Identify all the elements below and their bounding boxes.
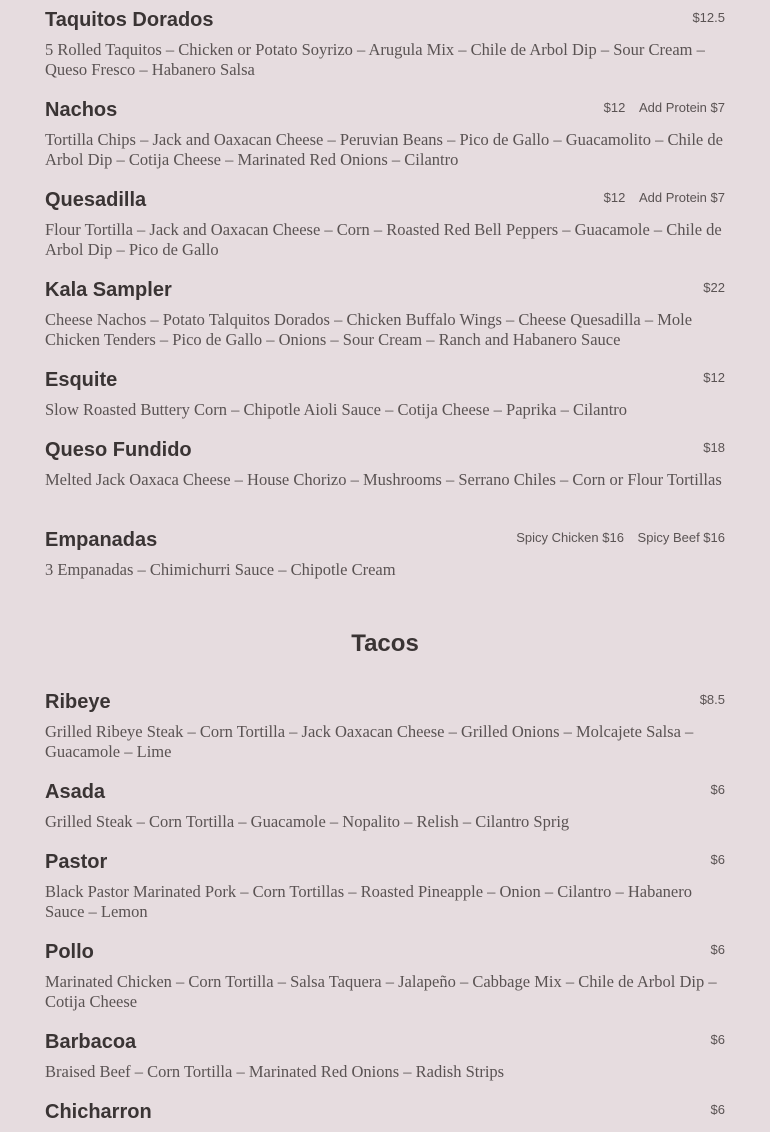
item-description: Slow Roasted Buttery Corn – Chipotle Aioli Sauce – Cotija Cheese – Paprika – Cilantro <box>45 400 628 419</box>
item-prices <box>711 942 725 958</box>
item-price: $6 <box>710 1102 725 1117</box>
item-price: $22 <box>703 280 725 295</box>
item-price: $18 <box>703 440 725 455</box>
item-price: $12 <box>603 190 626 205</box>
item-description: 3 Empanadas – Chimichurri Sauce – Chipotle Cream <box>45 560 396 579</box>
item-price-spicy-beef: Spicy Beef $16 <box>637 530 725 545</box>
item-prices <box>703 370 725 386</box>
item-name: Taquitos Dorados <box>45 9 214 31</box>
menu-item <box>45 932 725 1022</box>
item-prices <box>711 1032 725 1048</box>
section-title: Tacos <box>351 630 419 657</box>
item-name: Queso Fundido <box>45 439 192 461</box>
item-prices <box>700 692 725 708</box>
item-description: Tortilla Chips – Jack and Oaxacan Cheese – Peruvian Beans – Pico de Gallo – Guacamolito – Chile de Arbol Dip – Cotija Cheese – Marinated Red Onions – Cilantro <box>45 130 723 169</box>
menu-item <box>45 682 725 772</box>
item-name: Kala Sampler <box>45 279 172 301</box>
item-prices <box>711 1102 725 1118</box>
item-price: $12 <box>603 100 626 115</box>
item-price: $12 <box>703 370 725 385</box>
item-price-add-protein: Add Protein $7 <box>638 100 725 115</box>
menu-section-tacos <box>45 630 725 1132</box>
item-price: $12.5 <box>692 10 725 25</box>
item-prices <box>692 10 725 26</box>
item-name: Ribeye <box>45 691 111 713</box>
item-description: Grilled Steak – Corn Tortilla – Guacamole – Nopalito – Relish – Cilantro Sprig <box>45 812 570 831</box>
item-description: Melted Jack Oaxaca Cheese – House Chorizo – Mushrooms – Serrano Chiles – Corn or Flour Tortillas <box>45 470 722 489</box>
menu-item <box>45 520 725 610</box>
item-name: Pollo <box>45 941 94 963</box>
item-prices <box>703 440 725 456</box>
item-price: $6 <box>710 852 725 867</box>
item-description: Flour Tortilla – Jack and Oaxacan Cheese – Corn – Roasted Red Bell Peppers – Guacamole – Chile de Arbol Dip – Pico de Gallo <box>45 220 722 259</box>
item-name: Nachos <box>45 99 118 121</box>
item-name: Pastor <box>45 851 108 873</box>
item-prices <box>703 280 725 296</box>
menu-item <box>45 360 725 430</box>
item-description: Cheese Nachos – Potato Talquitos Dorados – Chicken Buffalo Wings – Cheese Quesadilla – Mole Chicken Tenders – Pico de Gallo – Onions – Sour Cream – Ranch and Habanero Sauce <box>45 310 693 349</box>
menu-item <box>45 90 725 180</box>
item-price: $6 <box>710 942 725 957</box>
item-price: $6 <box>710 782 725 797</box>
item-price-spicy-chicken: Spicy Chicken $16 <box>516 530 624 545</box>
item-prices <box>711 852 725 868</box>
item-name: Quesadilla <box>45 189 147 211</box>
item-prices <box>604 100 725 116</box>
menu <box>45 0 725 1132</box>
item-price-add-protein: Add Protein $7 <box>638 190 725 205</box>
item-description: 5 Rolled Taquitos – Chicken or Potato Soyrizo – Arugula Mix – Chile de Arbol Dip – Sour Cream – Queso Fresco – Habanero Salsa <box>45 40 705 79</box>
item-name: Asada <box>45 781 106 803</box>
item-name: Barbacoa <box>45 1031 137 1053</box>
menu-item <box>45 1022 725 1092</box>
item-description: Braised Beef – Corn Tortilla – Marinated Red Onions – Radish Strips <box>45 1062 505 1081</box>
item-name: Empanadas <box>45 529 158 551</box>
item-prices <box>516 530 725 546</box>
menu-item <box>45 1092 725 1132</box>
menu-item <box>45 842 725 932</box>
item-description: Marinated Chicken – Corn Tortilla – Salsa Taquera – Jalapeño – Cabbage Mix – Chile de Arbol Dip – Cotija Cheese <box>45 972 717 1011</box>
menu-section-appetizers <box>45 0 725 610</box>
menu-item <box>45 270 725 360</box>
menu-item <box>45 772 725 842</box>
item-description: Black Pastor Marinated Pork – Corn Tortillas – Roasted Pineapple – Onion – Cilantro – Habanero Sauce – Lemon <box>45 882 692 921</box>
item-price: $8.5 <box>699 692 725 707</box>
item-description: Grilled Ribeye Steak – Corn Tortilla – Jack Oaxacan Cheese – Grilled Onions – Molcajete Salsa – Guacamole – Lime <box>45 722 694 761</box>
menu-item <box>45 0 725 90</box>
item-prices <box>711 782 725 798</box>
item-prices <box>604 190 725 206</box>
menu-item <box>45 180 725 270</box>
item-name: Esquite <box>45 369 118 391</box>
menu-item <box>45 430 725 520</box>
item-name: Chicharron <box>45 1101 152 1123</box>
item-price: $6 <box>710 1032 725 1047</box>
